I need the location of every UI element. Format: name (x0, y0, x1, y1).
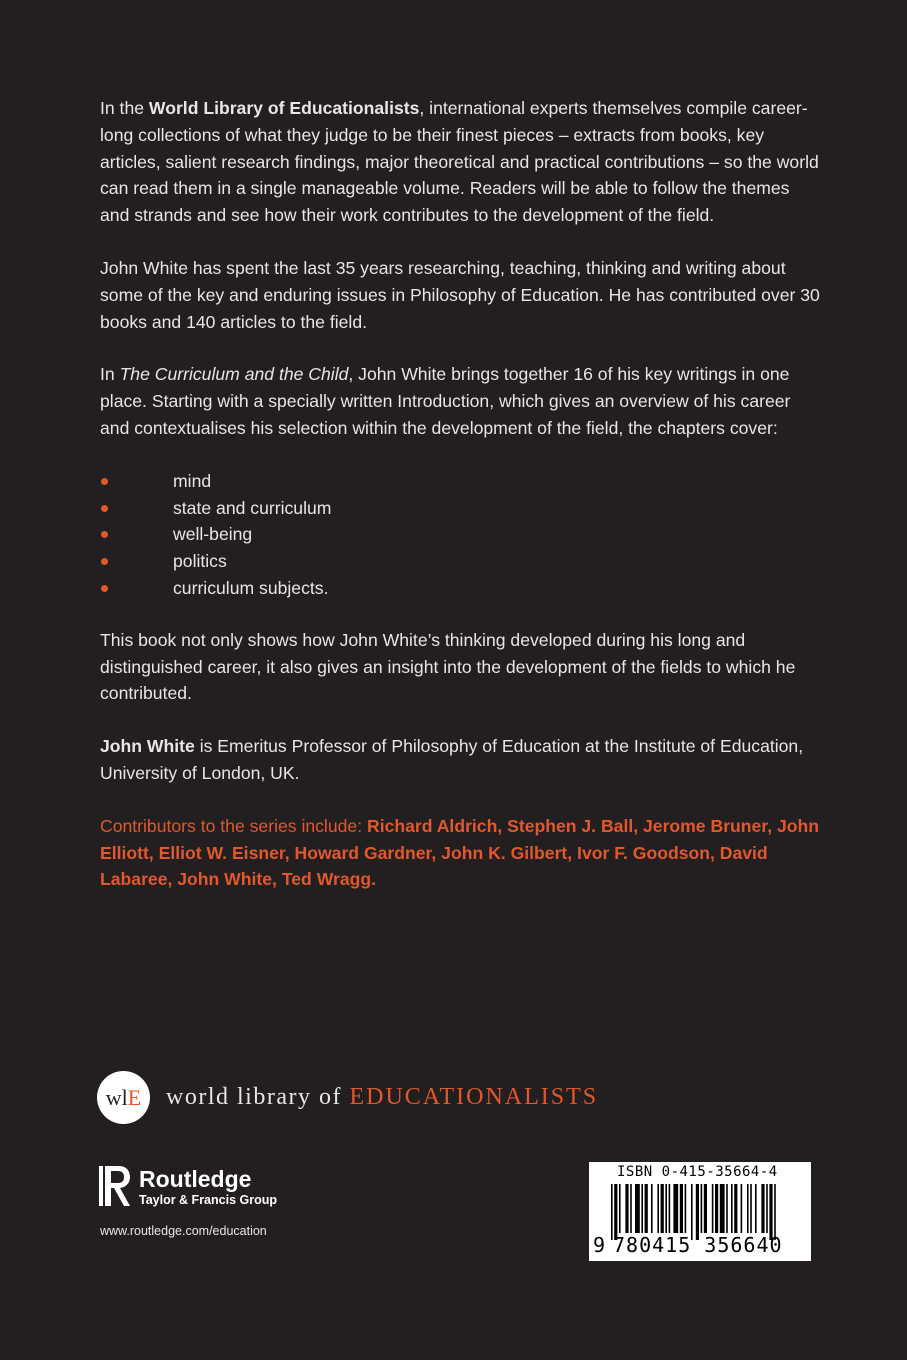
topic-label: curriculum subjects. (173, 577, 329, 598)
book-title: The Curriculum and the Child (119, 364, 349, 385)
barcode-bar (761, 1184, 764, 1233)
intro-post: , international experts themselves compile career-long collections of what they judge to be their finest pieces – extracts from books, key articles, salient research findings, major theoretical and practical contributions – so the world can read them in a single manageable volume. Readers will be able to follow the themes and strands and see how their work contributes to the development of the field. (100, 98, 819, 226)
barcode-bar (734, 1184, 737, 1233)
bullet-icon (101, 478, 108, 485)
barcode-bar (715, 1184, 718, 1233)
barcode-bar (750, 1184, 752, 1233)
publisher-text (139, 1166, 277, 1208)
book-pre: In (100, 364, 120, 385)
bullet-icon (101, 558, 108, 565)
barcode-bar (769, 1184, 772, 1240)
topic-label: well-being (173, 524, 253, 545)
isbn-number: ISBN 0-415-35664-4 (617, 1164, 778, 1180)
barcode-bar (701, 1184, 703, 1233)
bullet-icon (101, 585, 108, 592)
barcode-bar (611, 1184, 613, 1240)
list-item (100, 575, 820, 602)
barcode-bar (680, 1184, 683, 1233)
author-name: John White (100, 736, 195, 757)
barcode-bar (704, 1184, 707, 1233)
wle-mark-lower: wl (105, 1084, 128, 1110)
topic-label: mind (173, 470, 212, 491)
barcode-bar (673, 1184, 678, 1233)
wle-logo-icon (97, 1071, 150, 1124)
barcode-bar (747, 1184, 749, 1233)
bio-paragraph: John White has spent the last 35 years researching, teaching, thinking and writing about some of the key and enduring issues in Philosophy of Education. He has contributed over 30 books and 140 articles to the field. (100, 257, 820, 332)
topic-label: state and curriculum (173, 497, 332, 518)
barcode-bar (741, 1184, 743, 1233)
barcode-digits: 780415 356640 (613, 1233, 783, 1257)
barcode-bar (625, 1184, 628, 1233)
series-name-caps: EDUCATIONALISTS (349, 1084, 599, 1110)
barcode-bar (726, 1184, 728, 1233)
list-item (100, 495, 820, 522)
barcode-bar (696, 1184, 699, 1240)
barcode-bar (669, 1184, 671, 1233)
routledge-r-icon (99, 1162, 133, 1212)
barcode-bar (630, 1184, 632, 1233)
barcode-bar (635, 1184, 640, 1233)
barcode-bar (645, 1184, 648, 1233)
barcode-bar (774, 1184, 776, 1240)
barcode-bar (712, 1184, 714, 1233)
barcode-bar (619, 1184, 621, 1233)
barcode-bar (720, 1184, 725, 1233)
insight-paragraph: This book not only shows how John White’s thinking developed during his long and distinguished career, it also gives an insight into the development of the fields to which he contributed. (100, 629, 796, 704)
author-desc: is Emeritus Professor of Philosophy of Education at the Institute of Education, University of London, UK. (100, 736, 804, 783)
intro-pre: In the (100, 98, 149, 118)
barcode-bar (685, 1184, 687, 1233)
contributors-lead: Contributors to the series include: (100, 815, 367, 836)
barcode-bar (614, 1184, 617, 1240)
barcode-bar (657, 1184, 659, 1233)
list-item (100, 468, 820, 495)
series-name (166, 1084, 598, 1111)
author-paragraph (100, 733, 820, 787)
barcode-bar (641, 1184, 643, 1233)
chapter-topic-list (100, 468, 820, 602)
barcode-first-digit: 9 (593, 1233, 606, 1257)
barcode-bar (661, 1184, 664, 1233)
intro-paragraph (100, 95, 820, 229)
bullet-icon (101, 505, 108, 512)
publisher-url: www.routledge.com/education (100, 1224, 267, 1238)
series-name-lower: world library of (166, 1084, 350, 1110)
bullet-icon (101, 531, 108, 538)
series-logo (97, 1071, 598, 1124)
barcode-bar (755, 1184, 757, 1233)
list-item (100, 548, 820, 575)
publisher-name: Routledge (139, 1166, 252, 1192)
series-title: World Library of Educationalists (148, 98, 420, 118)
publisher-logo (99, 1162, 277, 1212)
publisher-group: Taylor & Francis Group (139, 1193, 277, 1207)
back-cover-text (100, 95, 820, 919)
book-post: , John White brings together 16 of his key writings in one place. Starting with a specially written Introduction, which gives an overview of his career and contextualises his selection within the development of the field, the chapters cover: (100, 364, 791, 438)
wle-mark-upper: E (127, 1084, 142, 1110)
barcode-bar (651, 1184, 653, 1233)
barcode-bar (691, 1184, 693, 1240)
barcode-bar (665, 1184, 667, 1233)
isbn-barcode (589, 1162, 811, 1261)
list-item (100, 521, 820, 548)
topic-label: politics (173, 551, 227, 572)
barcode-bar (731, 1184, 733, 1233)
barcode-bar (766, 1184, 768, 1233)
contributors-paragraph (100, 813, 820, 893)
contributors-names: Richard Aldrich, Stephen J. Ball, Jerome Bruner, John Elliott, Elliot W. Eisner, Howard Gardner, John K. Gilbert, Ivor F. Goodson, David Labaree, John White, Ted Wragg. (100, 815, 819, 890)
book-paragraph (100, 361, 820, 441)
